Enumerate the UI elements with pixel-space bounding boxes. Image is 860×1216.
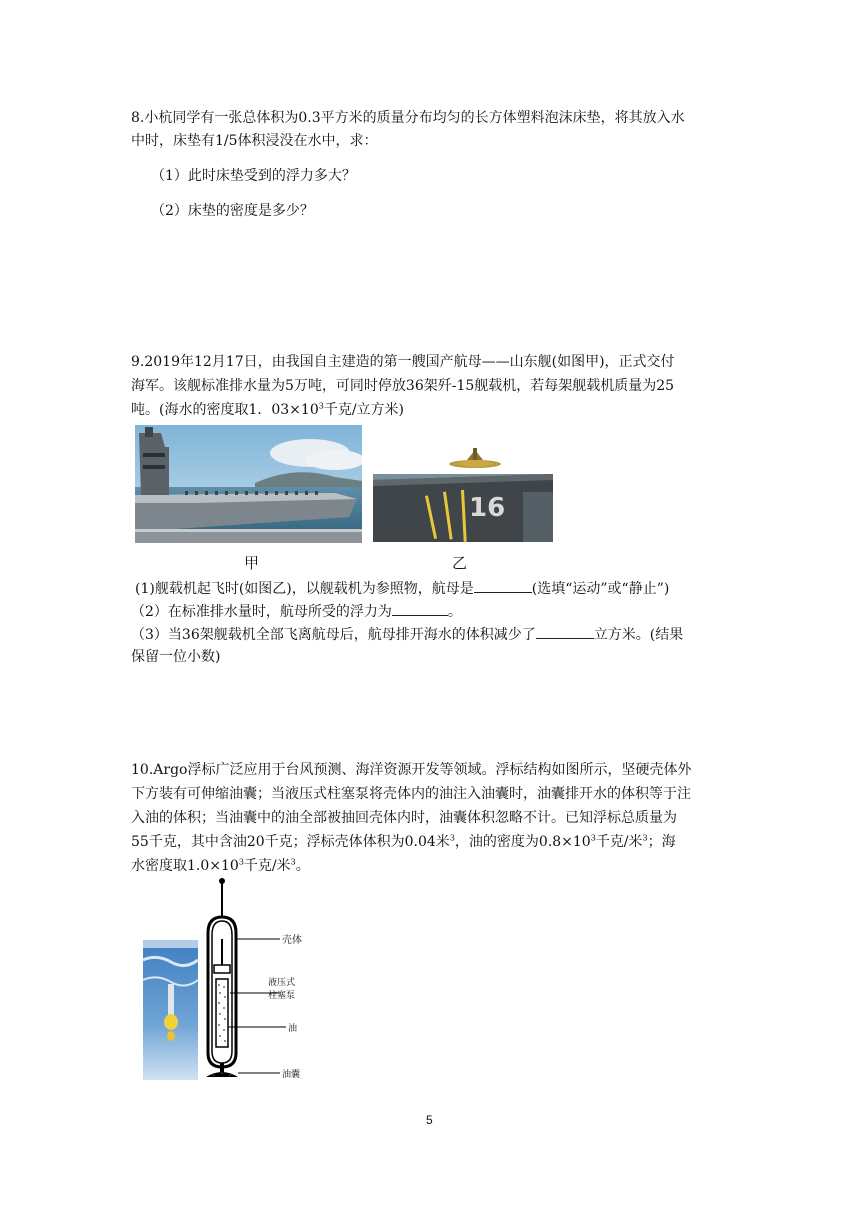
label-oil-bag: 油囊 bbox=[282, 1070, 301, 1080]
q10-line-4: 55千克，其中含油20千克；浮标壳体体积为0.04米$^3$，油的密度为$0.8\times 10^3$千克/米$^3$；海 bbox=[131, 833, 676, 850]
q8-subquestion-2: （2）床垫的密度是多少？ bbox=[151, 203, 314, 219]
carrier-photo bbox=[135, 425, 362, 543]
q10-line-2: 下方装有可伸缩油囊；当液压式柱塞泵将壳体内的油注入油囊时，油囊排开水的体积等于注 bbox=[131, 786, 691, 802]
q10-line-1: 10.Argo浮标广泛应用于台风预测、海洋资源开发等领域。浮标结构如图所示，坚硬壳体外 bbox=[131, 762, 692, 778]
q10-line-3: 入油的体积；当油囊中的油全部被抽回壳体内时，油囊体积忽略不计。已知浮标总质量为 bbox=[131, 810, 677, 826]
q9-subquestion-3-cont: 保留一位小数) bbox=[131, 649, 221, 665]
label-pump-line-2: 柱塞泵 bbox=[268, 991, 296, 1001]
buoy-structure-diagram bbox=[200, 877, 330, 1089]
q10-line-5: 水密度取$1.0\times 10^3$千克/米$^3$。 bbox=[131, 857, 310, 874]
q9-subquestion-1: (1)舰载机起飞时(如图乙)，以舰载机为参照物，航母是 (选填“运动”或“静止”) bbox=[135, 578, 669, 599]
answer-blank-1[interactable] bbox=[474, 578, 532, 593]
q9-line-2: 海军。该舰标准排水量为5万吨，可同时停放36架歼-15舰载机，若每架舰载机质量为25 bbox=[131, 378, 675, 394]
caption-jia: 甲 bbox=[244, 554, 260, 572]
q8-subquestion-1: （1）此时床垫受到的浮力多大？ bbox=[151, 168, 356, 184]
answer-blank-3[interactable] bbox=[536, 624, 594, 639]
caption-yi: 乙 bbox=[452, 554, 468, 572]
q8-line-2: 中时，床垫有1/5体积浸没在水中，求： bbox=[131, 133, 378, 149]
label-shell: 壳体 bbox=[282, 935, 302, 946]
buoy-in-water-photo bbox=[143, 940, 198, 1080]
q8-line-1: 8.小杭同学有一张总体积为0.3平方米的质量分布均匀的长方体塑料泡沫床垫，将其放入水 bbox=[131, 110, 685, 126]
q9-subquestion-2: （2）在标准排水量时，航母所受的浮力为 。 bbox=[131, 601, 462, 622]
page-number: 5 bbox=[426, 1113, 433, 1127]
label-oil: 油 bbox=[288, 1024, 298, 1034]
answer-blank-2[interactable] bbox=[392, 601, 448, 616]
label-pump-line-1: 液压式 bbox=[268, 978, 296, 988]
deck-number: 16 bbox=[469, 493, 506, 523]
q9-line-3: 吨。(海水的密度取1．$03\times 10^3$千克/立方米) bbox=[131, 401, 405, 418]
jet-takeoff-photo bbox=[373, 440, 553, 542]
q9-line-1: 9.2019年12月17日，由我国自主建造的第一艘国产航母——山东舰(如图甲)，正式交付 bbox=[131, 354, 675, 370]
q9-subquestion-3: （3）当36架舰载机全部飞离航母后，航母排开海水的体积减少了 立方米。(结果 bbox=[131, 624, 683, 645]
